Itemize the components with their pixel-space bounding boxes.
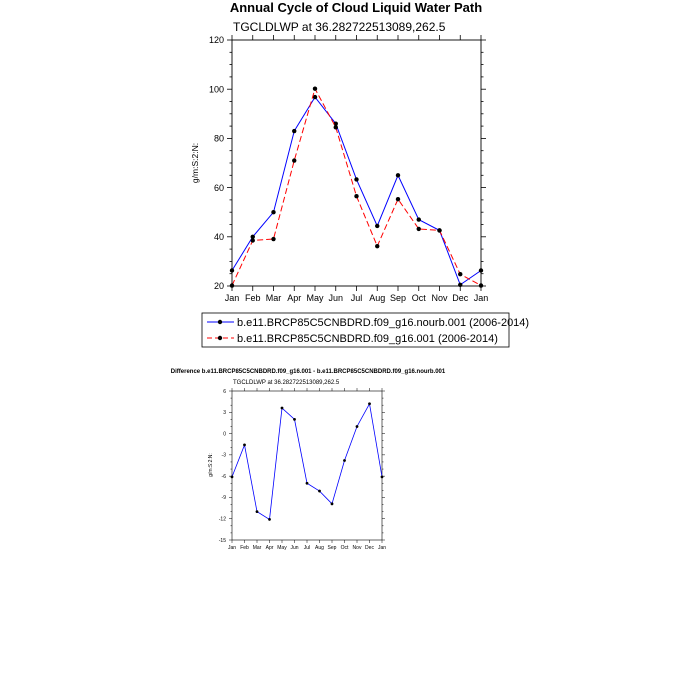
diff-series-1-point — [293, 418, 296, 421]
x-tick-label: Jan — [224, 293, 240, 303]
chart-subtitle: TGCLDLWP at 36.282722513089,262.5 — [233, 20, 446, 34]
diff-series-1-point — [231, 475, 234, 478]
diff-y-tick-label: -6 — [221, 473, 226, 480]
x-tick-label: Oct — [411, 293, 426, 303]
diff-series-1-point — [368, 402, 371, 405]
series-2-point — [458, 272, 462, 276]
y-axis-label: g/m:S:2:N: — [190, 142, 200, 184]
x-tick-label: Aug — [369, 293, 386, 303]
diff-x-tick-label: Sep — [327, 545, 337, 551]
series-1-point — [354, 177, 358, 181]
x-tick-label: Jun — [328, 293, 344, 303]
series-2-point — [437, 228, 441, 232]
series-1-point — [417, 217, 421, 221]
diff-y-tick-label: -15 — [218, 537, 226, 544]
diff-series-1-point — [343, 459, 346, 462]
diff-y-tick-label: -12 — [218, 516, 226, 523]
series-2-point — [313, 87, 317, 91]
diff-series-line-1 — [232, 404, 382, 520]
diff-series-1-point — [318, 490, 321, 493]
main-plot-area — [209, 35, 488, 303]
diff-y-tick-label: 0 — [223, 431, 226, 438]
diff-series-1-point — [243, 444, 246, 447]
difference-y-axis-label: g/m:S:2:N: — [208, 453, 214, 477]
y-tick-label: 80 — [213, 133, 224, 144]
difference-chart-subtitle: TGCLDLWP at 36.282722513089,262.5 — [233, 380, 340, 386]
x-tick-label: Dec — [452, 293, 469, 303]
series-line-1 — [232, 97, 481, 285]
series-1-point — [375, 224, 379, 228]
diff-series-1-point — [381, 475, 384, 478]
series-2-point — [396, 197, 400, 201]
y-tick-label: 100 — [208, 84, 224, 95]
series-2-point — [354, 194, 358, 198]
diff-series-1-point — [281, 407, 284, 410]
legend-entry-1: b.e11.BRCP85C5CNBDRD.f09_g16.nourb.001 (2006-2014) — [237, 317, 530, 329]
diff-x-tick-label: Mar — [252, 545, 262, 551]
y-tick-label: 40 — [213, 231, 224, 242]
x-tick-label: Feb — [244, 293, 261, 303]
series-2-point — [230, 283, 234, 287]
series-2-point — [251, 238, 255, 242]
series-1-point — [479, 268, 483, 272]
legend-entry-2: b.e11.BRCP85C5CNBDRD.f09_g16.001 (2006-2014) — [237, 333, 498, 345]
series-2-point — [375, 244, 379, 248]
series-1-point — [271, 210, 275, 214]
legend — [202, 313, 529, 347]
diff-x-tick-label: May — [277, 545, 287, 551]
x-tick-label: Mar — [265, 293, 282, 303]
diff-x-tick-label: Aug — [315, 545, 324, 551]
x-tick-label: Jan — [473, 293, 489, 303]
difference-plot-area — [219, 388, 386, 551]
x-tick-label: Sep — [389, 293, 407, 303]
diff-series-1-point — [356, 425, 359, 428]
diff-y-tick-label: 6 — [223, 388, 226, 395]
diff-series-1-point — [331, 502, 334, 505]
diff-y-tick-label: 3 — [223, 410, 226, 417]
series-line-2 — [232, 89, 481, 286]
diff-x-tick-label: Nov — [352, 545, 362, 551]
diff-series-1-point — [256, 510, 259, 513]
series-1-point — [292, 129, 296, 133]
diff-series-1-point — [268, 518, 271, 521]
x-tick-label: Apr — [287, 293, 302, 303]
series-1-point — [230, 268, 234, 272]
x-tick-label: Nov — [431, 293, 448, 303]
difference-chart-title: Difference b.e11.BRCP85C5CNBDRD.f09_g16.001 - b.e11.BRCP85C5CNBDRD.f09_g16.nourb.001 — [170, 369, 446, 375]
plot-frame — [232, 40, 481, 286]
diff-y-tick-label: -9 — [221, 495, 226, 502]
diff-x-tick-label: Jun — [290, 545, 299, 551]
diff-plot-frame — [232, 391, 382, 540]
x-tick-label: Jul — [350, 293, 363, 303]
diff-x-tick-label: Oct — [340, 545, 349, 551]
diff-x-tick-label: Feb — [240, 545, 249, 551]
x-tick-label: May — [306, 293, 324, 303]
series-2-point — [417, 227, 421, 231]
series-1-point — [396, 173, 400, 177]
series-2-point — [334, 125, 338, 129]
diff-x-tick-label: Dec — [365, 545, 374, 551]
y-tick-label: 20 — [213, 281, 224, 292]
series-2-point — [271, 237, 275, 241]
diff-x-tick-label: Jul — [303, 545, 311, 551]
chart-title: Annual Cycle of Cloud Liquid Water Path — [229, 0, 483, 15]
y-tick-label: 120 — [208, 35, 224, 46]
y-tick-label: 60 — [213, 182, 224, 193]
legend-marker-2 — [218, 336, 222, 340]
legend-marker-1 — [218, 320, 222, 324]
diff-x-tick-label: Apr — [265, 545, 274, 551]
series-2-point — [292, 158, 296, 162]
diff-y-tick-label: -3 — [221, 452, 226, 459]
series-2-point — [479, 283, 483, 287]
diff-x-tick-label: Jan — [377, 545, 387, 551]
series-1-point — [458, 283, 462, 287]
diff-series-1-point — [306, 482, 309, 485]
diff-x-tick-label: Jan — [227, 545, 237, 551]
